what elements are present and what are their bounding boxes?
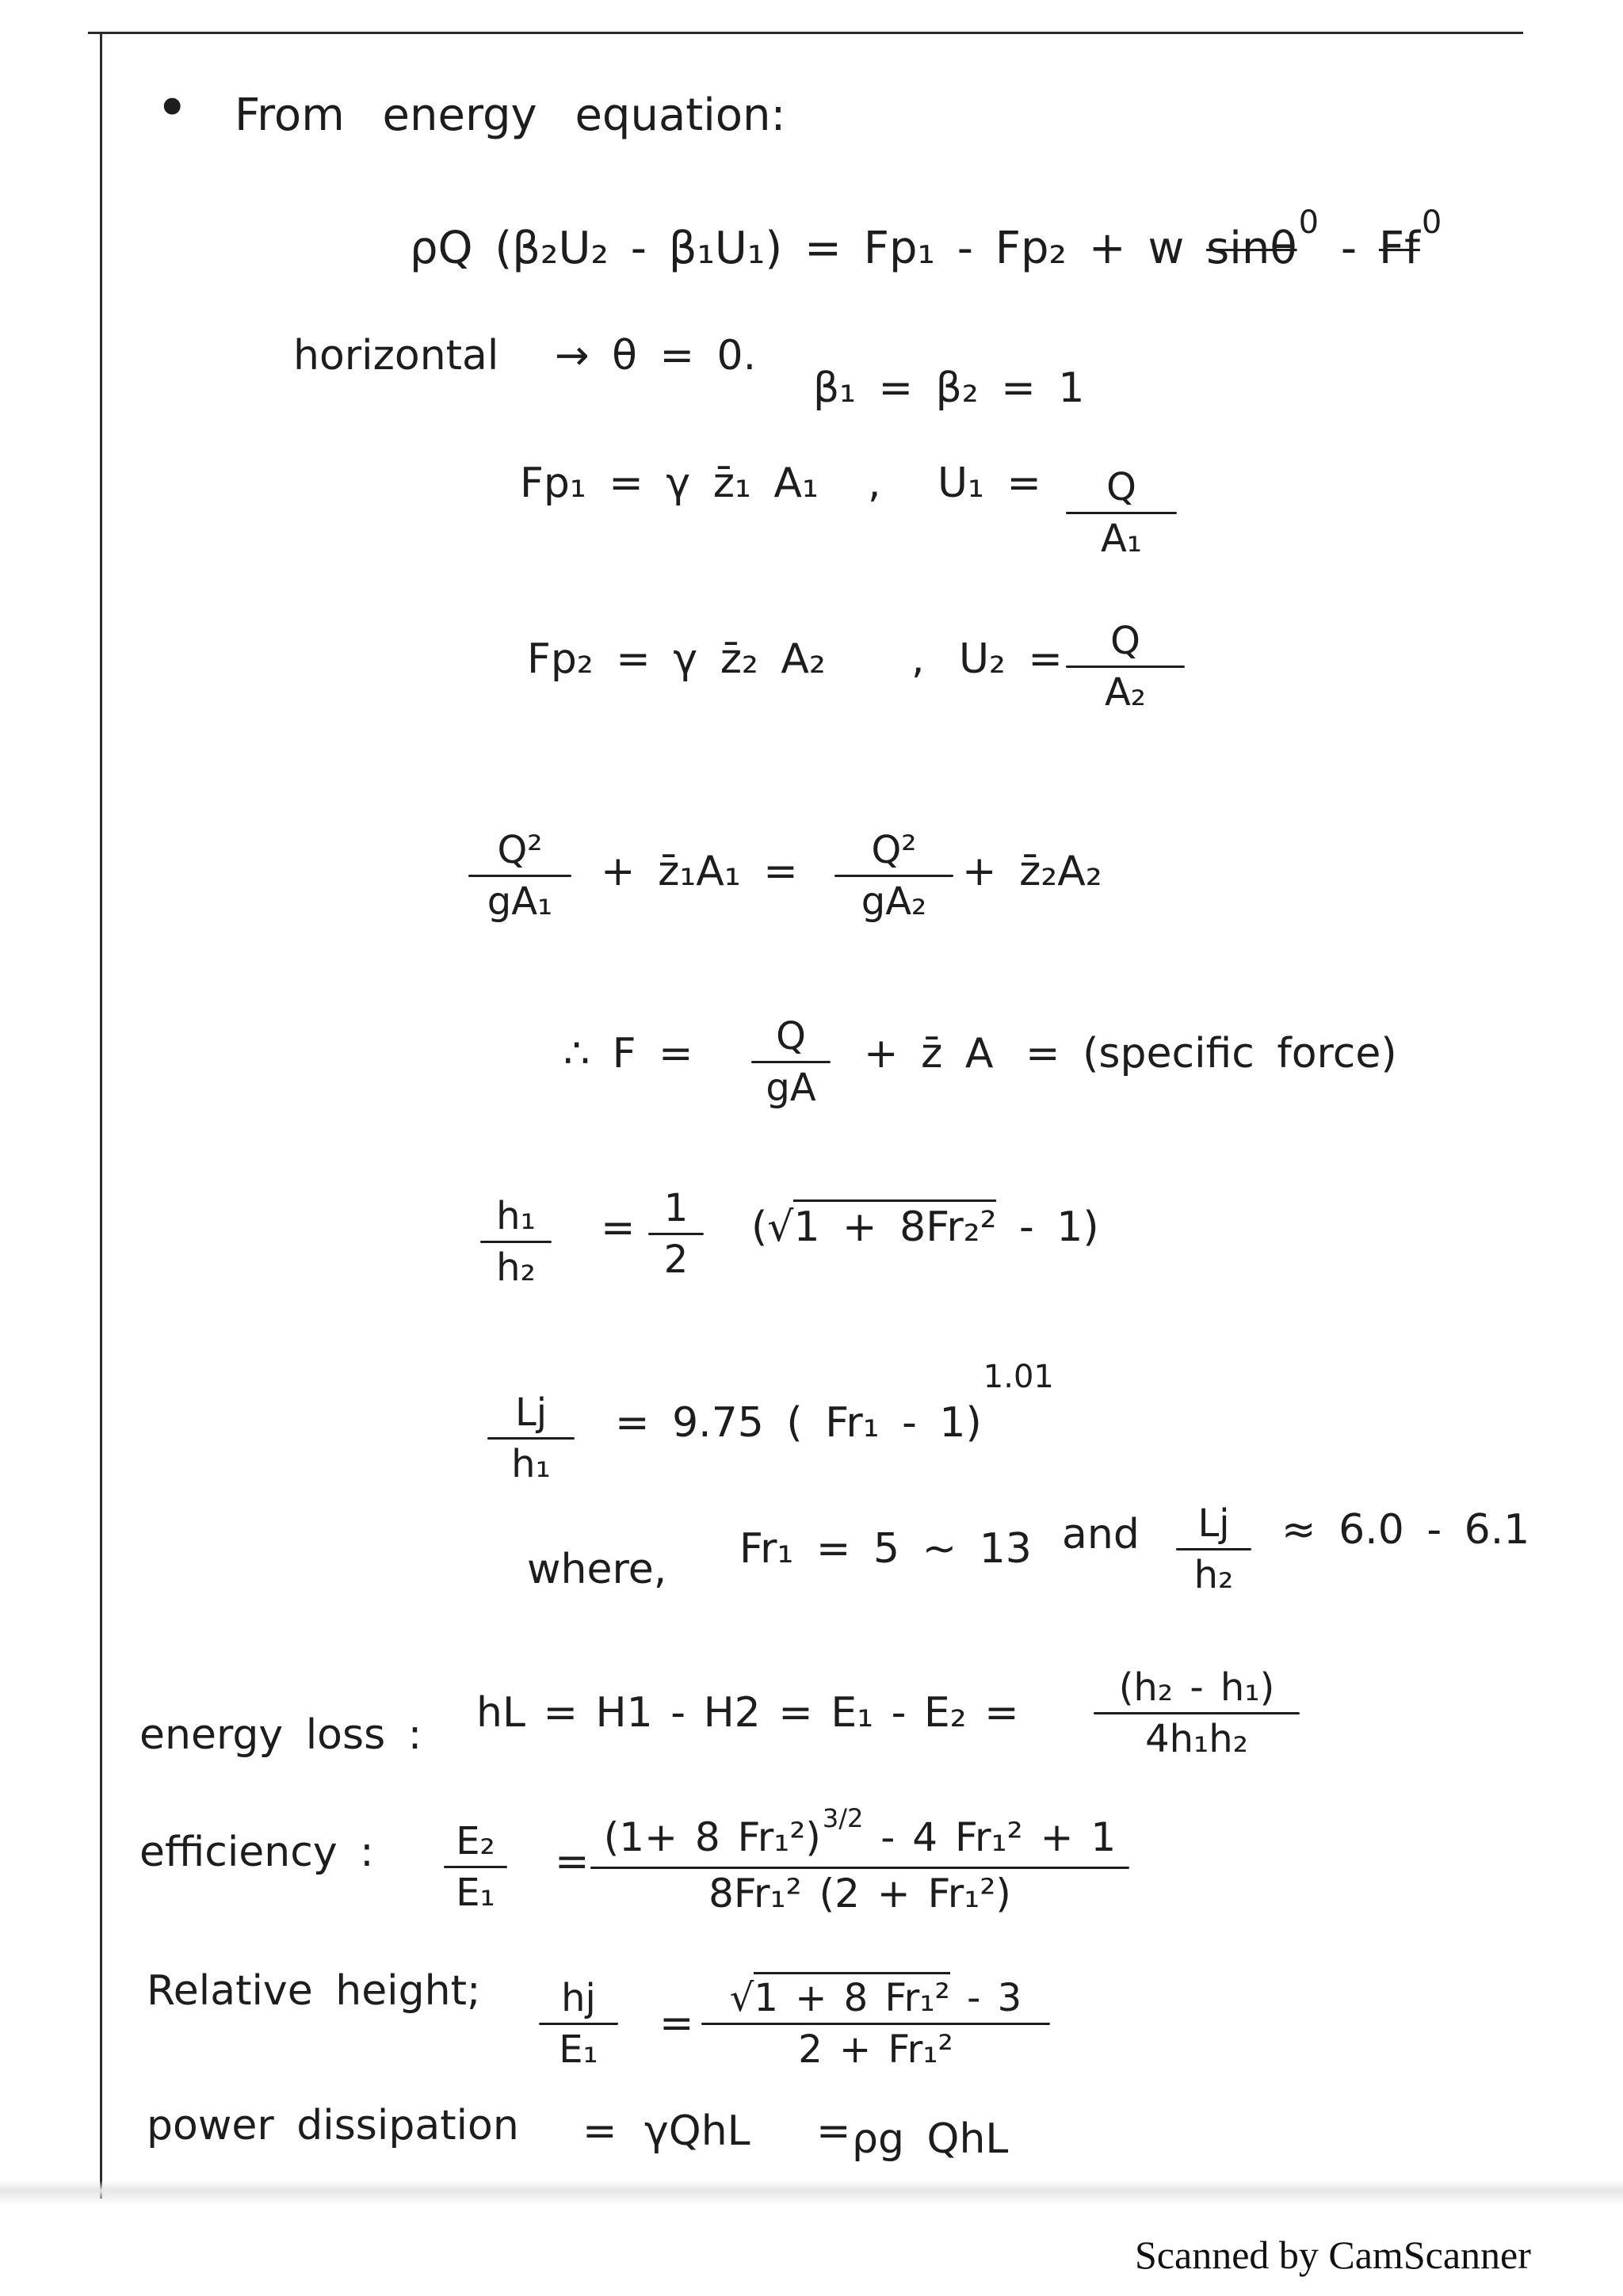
relative-height-fraction [701,1977,1050,2071]
left-margin-line [100,32,102,2199]
froude-range: Fr₁ = 5 ~ 13 [739,1525,1032,1573]
top-margin-line [88,32,1523,34]
depth-ratio-fraction [480,1195,552,1289]
energy-loss-expression: hL = H1 - H2 = E₁ - E₂ = [476,1689,1019,1737]
velocity-2-denominator: A₂ [1104,670,1147,715]
depth-ratio-bracket [751,1203,1099,1251]
balance-fraction-2 [834,829,953,923]
jump-length-denominator: h₁ [511,1442,551,1486]
bullet-marker: • [155,74,189,141]
power-equals-2: = [816,2107,851,2155]
jump-length-exponent: 1.01 [983,1359,1054,1395]
momentum-minus: - [1340,223,1358,274]
horizontal-condition: → θ = 0. [555,332,757,379]
jump-length-expression: = 9.75 ( Fr₁ - 1) [615,1399,982,1447]
power-expression-1: γQhL [644,2107,750,2155]
weight-term-zero: 0 [1298,204,1319,241]
friction-term-zero: 0 [1421,204,1442,241]
specific-force-denominator: gA [766,1066,816,1110]
efficiency-numerator [603,1803,1117,1867]
relative-height-ratio-denominator: E₁ [559,2027,598,2072]
energy-loss-numerator: (h₂ - h₁) [1118,1665,1275,1710]
specific-force-note: = (specific force) [1025,1030,1397,1077]
velocity-2-fraction [1066,620,1185,714]
efficiency-numerator-base: (1+ 8 Fr₁²) [603,1814,821,1860]
balance-tail: + z̄₂A₂ [962,848,1102,895]
momentum-equals: = [804,223,842,274]
velocity-1-numerator: Q [1106,465,1136,509]
force-section-2: Fp₂ = γ z̄₂ A₂ [527,635,826,683]
bracket-close: - 1) [1018,1203,1099,1251]
momentum-rhs: Fp₁ - Fp₂ + w [863,223,1185,274]
relative-height-equals: = [659,2000,694,2047]
comma-1: , [868,460,881,507]
specific-force-lead: ∴ F = [563,1030,693,1077]
length-ratio-fraction [1176,1502,1251,1596]
velocity-1-label: U₁ = [938,460,1042,507]
radicand: 1 + 8 Fr₁² [754,1972,949,2020]
power-dissipation-label: power dissipation [147,2102,519,2149]
specific-force-fraction [751,1015,831,1109]
power-expression-2: ρg QhL [852,2115,1009,2163]
balance-denominator-1: gA₁ [487,879,553,924]
depth-ratio-denominator: h₂ [496,1245,536,1290]
open-paren: ( [751,1203,768,1251]
specific-force-middle: + z̄ A [864,1030,994,1077]
power-equals-1: = [582,2107,617,2155]
efficiency-ratio-numerator: E₂ [456,1819,495,1863]
balance-denominator-2: gA₂ [861,879,927,924]
efficiency-ratio-fraction [444,1820,507,1914]
scan-edge-shadow [0,2180,1623,2206]
horizontal-label: horizontal [293,332,499,379]
beta-condition: β₁ = β₂ = 1 [813,364,1085,412]
velocity-1-fraction [1066,466,1177,560]
depth-ratio-equals: = [601,1204,636,1252]
half-fraction [648,1187,704,1281]
momentum-lhs: ρQ (β₂U₂ - β₁U₁) [410,223,783,274]
intro-heading: From energy equation: [235,90,786,141]
efficiency-equals: = [555,1838,590,1886]
efficiency-denominator: 8Fr₁² (2 + Fr₁²) [708,1871,1011,1917]
depth-ratio-numerator: h₁ [496,1194,536,1238]
efficiency-label: efficiency : [139,1829,374,1876]
jump-length-fraction [487,1391,575,1486]
camscanner-watermark: Scanned by CamScanner [1135,2233,1531,2277]
specific-force-numerator: Q [776,1014,806,1058]
efficiency-numerator-tail: - 4 Fr₁² + 1 [880,1814,1117,1860]
comma-2: , [911,635,925,683]
energy-loss-label: energy loss : [139,1711,422,1759]
velocity-2-label: U₂ = [959,635,1064,683]
relative-height-label: Relative height; [147,1967,481,2015]
radicand: 1 + 8Fr₂² [793,1199,996,1251]
struck-weight-term: sinθ [1206,223,1297,274]
balance-numerator-1: Q² [497,828,543,872]
relative-height-numerator [730,1977,1022,2023]
efficiency-numerator-exponent: 3/2 [822,1803,864,1833]
velocity-2-numerator: Q [1110,619,1140,663]
and-label: and [1062,1511,1140,1558]
radical-sign: √ [767,1203,794,1251]
relative-height-denominator: 2 + Fr₁² [798,2027,953,2072]
energy-loss-fraction [1094,1666,1300,1760]
length-ratio-approx: ≈ 6.0 - 6.1 [1281,1506,1530,1554]
velocity-1-denominator: A₁ [1100,517,1143,561]
balance-numerator-2: Q² [871,828,917,872]
struck-friction-term: Ff [1378,223,1420,274]
force-section-1: Fp₁ = γ z̄₁ A₁ [520,460,819,507]
jump-length-numerator: Lj [514,1390,548,1435]
energy-loss-denominator: 4h₁h₂ [1145,1717,1248,1761]
radical-sign: √ [729,1976,754,2020]
efficiency-ratio-denominator: E₁ [456,1871,495,1915]
where-label: where, [527,1546,667,1593]
half-numerator: 1 [663,1186,689,1230]
length-ratio-numerator: Lj [1197,1501,1230,1546]
relative-height-ratio-fraction [539,1977,618,2071]
jump-length-rhs [615,1359,1054,1450]
balance-middle: + z̄₁A₁ = [601,848,798,895]
relative-height-ratio-numerator: hj [561,1976,596,2020]
relative-height-numerator-tail: - 3 [967,1976,1022,2020]
efficiency-fraction [590,1803,1129,1917]
half-denominator: 2 [663,1238,689,1282]
momentum-equation [410,204,1442,277]
length-ratio-denominator: h₂ [1193,1553,1234,1597]
balance-fraction-1 [468,829,571,923]
